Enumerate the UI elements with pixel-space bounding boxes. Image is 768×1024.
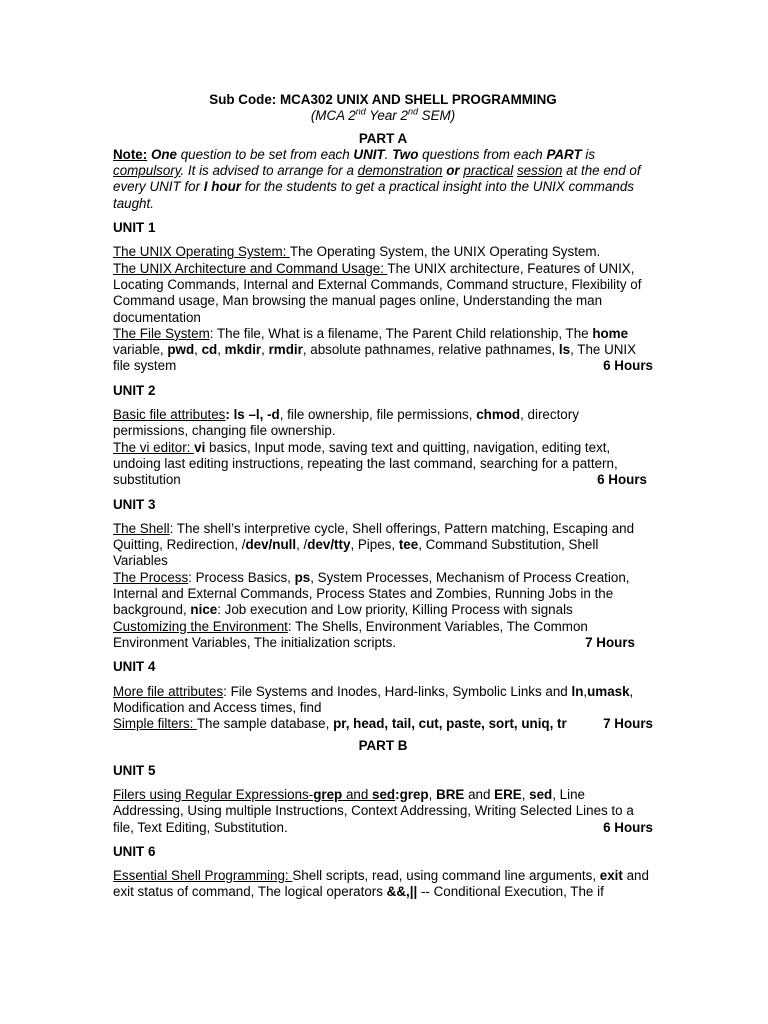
part-a-heading: PART A xyxy=(358,130,408,146)
unit-5-heading: UNIT 5 xyxy=(113,762,156,778)
unit-3-heading: UNIT 3 xyxy=(113,496,156,512)
unit-6-heading: UNIT 6 xyxy=(113,843,156,859)
unit-3-topic-shell: The Shell: The shell’s interpretive cycle, Shell offerings, Pattern matching, Escaping and Quitting, Redirection, /dev/null, /dev/tty, Pipes, tee, Command Substitution, Shell Variables xyxy=(113,520,635,569)
unit-2-heading: UNIT 2 xyxy=(113,382,156,398)
unit-1-topic-architecture: The UNIX Architecture and Command Usage: The UNIX architecture, Features of UNIX, Locating Commands, Internal and External Commands, Command structure, Flexibility of Command usage, Man browsing the manual pages online, Understanding the man documentation xyxy=(113,260,642,325)
unit-2-topic-attributes: Basic file attributes: ls –l, -d, file ownership, file permissions, chmod, directory permissions, changing file ownership. xyxy=(113,407,579,439)
unit-2-hours: 6 Hours xyxy=(597,472,647,488)
note-paragraph: Note: One question to be set from each UNIT. Two questions from each PART is compulsory. It is advised to arrange for a demonstration or practical session at the end of every UNIT for I hour for the students to get a practical insight into the UNIX commands taught. xyxy=(113,146,641,211)
unit-5-topic-regex: Filers using Regular Expressions-grep and sed:grep, BRE and ERE, sed, Line Addressing, Using multiple Instructions, Context Addressing, Writing Selected Lines to a file, Text Editing, Substitution. 6 Hours xyxy=(113,786,653,835)
unit-6-topic-shell-programming: Essential Shell Programming: Shell scripts, read, using command line arguments, exit and exit status of command, The logical operators &&,|| -- Conditional Execution, The if xyxy=(113,868,649,900)
unit-1-topic-os: The UNIX Operating System: The Operating System, the UNIX Operating System. xyxy=(113,244,601,260)
syllabus-page xyxy=(113,92,653,901)
unit-4-topic-attributes: More file attributes: File Systems and Inodes, Hard-links, Symbolic Links and ln,umask, Modification and Access times, find xyxy=(113,683,634,715)
unit-2-topic-vi: The vi editor: vi basics, Input mode, saving text and quitting, navigation, editing text, undoing last editing instructions, repeating the last command, searching for a pattern, substitution 6 Hours xyxy=(113,439,647,488)
unit-1-heading: UNIT 1 xyxy=(113,220,156,236)
unit-4-hours: 7 Hours xyxy=(603,716,653,732)
unit-5-hours: 6 Hours xyxy=(603,819,653,835)
unit-1-hours: 6 Hours xyxy=(603,358,653,374)
unit-4-heading: UNIT 4 xyxy=(113,659,156,675)
unit-3-topic-environment: Customizing the Environment: The Shells, Environment Variables, The Common Environment Variables, The initialization scripts. 7 Hours xyxy=(113,618,635,650)
unit-3-topic-process: The Process: Process Basics, ps, System Processes, Mechanism of Process Creation, Internal and External Commands, Process States and Zombies, Running Jobs in the background, nice: Job execution and Low priority, Killing Process with signals xyxy=(113,569,630,618)
unit-3-hours: 7 Hours xyxy=(585,634,635,650)
document-subtitle: (MCA 2nd Year 2nd SEM) xyxy=(310,106,456,124)
document-title: Sub Code: MCA302 UNIX AND SHELL PROGRAMMING xyxy=(209,92,557,107)
unit-1-topic-filesystem: The File System: The file, What is a filename, The Parent Child relationship, The home variable, pwd, cd, mkdir, rmdir, absolute pathnames, relative pathnames, ls, The UNIX file system 6 Hours xyxy=(113,325,653,374)
part-b-heading: PART B xyxy=(358,738,408,754)
unit-4-topic-filters: Simple filters: The sample database, pr, head, tail, cut, paste, sort, uniq, tr 7 Hours xyxy=(113,716,653,732)
